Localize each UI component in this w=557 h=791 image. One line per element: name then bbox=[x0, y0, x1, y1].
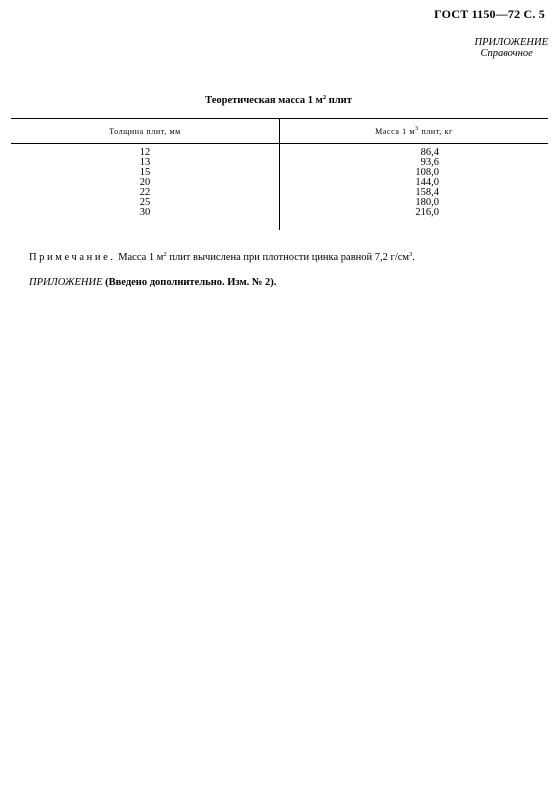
thickness-cell: 22 bbox=[139, 187, 151, 198]
thickness-cell: 30 bbox=[139, 207, 151, 218]
appendix-label: ПРИЛОЖЕНИЕ bbox=[474, 37, 548, 48]
mass-cell: 93,6 bbox=[420, 157, 439, 168]
appendix-label-block bbox=[475, 37, 549, 59]
table-title-suffix: плит bbox=[326, 95, 352, 106]
mass-table bbox=[11, 118, 548, 230]
column-header-mass-superscript: 3 bbox=[415, 125, 419, 132]
note-superscript: 2 bbox=[163, 251, 167, 258]
thickness-cell: 15 bbox=[139, 167, 151, 178]
amendment-text: (Введено дополнительно. Изм. № 2). bbox=[102, 277, 277, 288]
thickness-column bbox=[11, 148, 279, 218]
note-text: Масса 1 м bbox=[115, 252, 164, 263]
mass-cell: 144,0 bbox=[415, 177, 439, 188]
table-title bbox=[0, 95, 557, 106]
mass-column bbox=[397, 148, 439, 218]
thickness-cell: 12 bbox=[139, 147, 151, 158]
note-text-middle: плит вычислена при плотности цинка равной 7,2 г/см bbox=[166, 252, 410, 263]
table-title-superscript: 2 bbox=[322, 94, 327, 101]
column-header-mass-suffix: плит, кг bbox=[418, 127, 453, 136]
thickness-cell: 25 bbox=[139, 197, 151, 208]
note-text-end: . bbox=[412, 252, 415, 263]
column-header-mass bbox=[280, 127, 548, 136]
mass-cell: 86,4 bbox=[420, 147, 439, 158]
mass-cell: 108,0 bbox=[415, 167, 439, 178]
thickness-cell: 20 bbox=[139, 177, 151, 188]
column-header-thickness: Толщина плит, мм bbox=[109, 127, 181, 136]
amendment-note bbox=[29, 277, 276, 288]
table-title-text: Теоретическая масса 1 м bbox=[205, 95, 323, 106]
mass-cell: 180,0 bbox=[415, 197, 439, 208]
column-header-mass-text: Масса 1 м bbox=[375, 127, 415, 136]
thickness-cell: 13 bbox=[139, 157, 151, 168]
note-superscript-density: 3 bbox=[409, 251, 413, 258]
page-header: ГОСТ 1150—72 С. 5 bbox=[434, 7, 545, 21]
mass-cell: 216,0 bbox=[415, 207, 439, 218]
mass-cell: 158,4 bbox=[415, 187, 439, 198]
table-note bbox=[29, 252, 415, 263]
amendment-label: ПРИЛОЖЕНИЕ bbox=[29, 277, 103, 288]
appendix-sublabel: Справочное bbox=[480, 48, 533, 59]
note-prefix: Примечание. bbox=[29, 252, 116, 263]
